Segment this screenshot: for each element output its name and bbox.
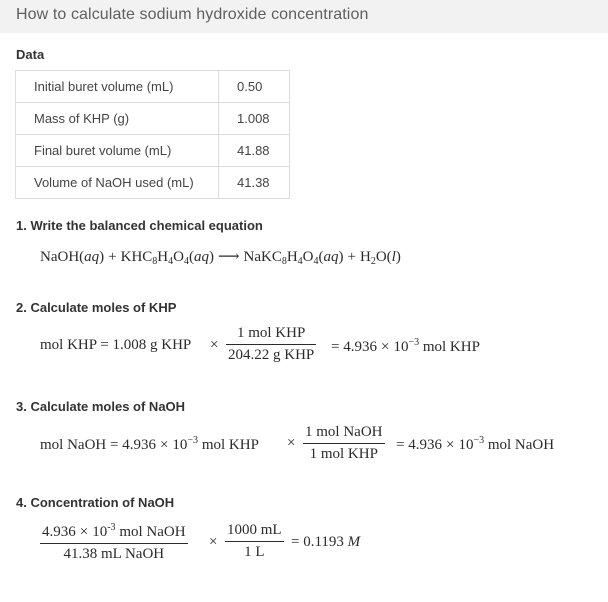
concentration-fraction-1 (40, 522, 188, 563)
eq-coefficient: 4.936 (42, 524, 76, 540)
table-row (16, 167, 290, 199)
eq-exponent: -3 (107, 522, 116, 533)
page-title: How to calculate sodium hydroxide concentration (16, 6, 369, 23)
eq-text: NaKC (243, 249, 282, 265)
step-1-title: 1. Write the balanced chemical equation (16, 218, 263, 233)
eq-subscript: 2 (370, 256, 376, 267)
concentration-fraction-2 (225, 522, 284, 561)
fraction-numerator (40, 522, 188, 544)
eq-text: ) (208, 249, 214, 265)
khp-lhs: mol KHP = 1.008 g KHP (40, 337, 192, 353)
table-cell-value: 41.38 (219, 167, 290, 199)
times-sign: × (209, 534, 218, 550)
eq-text: O (173, 249, 184, 265)
eq-text: ) (99, 249, 105, 265)
eq-text: ( (188, 249, 194, 265)
times-sign: × (380, 339, 390, 355)
eq-text: ( (318, 249, 324, 265)
eq-unit: mol KHP (201, 437, 259, 453)
eq-subscript: 4 (297, 256, 303, 267)
table-cell-label: Initial buret volume (mL) (16, 71, 219, 103)
eq-text: H (157, 249, 169, 265)
result-unit: mol NaOH (487, 437, 555, 453)
result-value: 0.1193 (303, 534, 344, 550)
times-sign: × (445, 437, 455, 453)
result-coefficient: 4.936 (408, 437, 442, 453)
eq-unit: mol NaOH (119, 524, 186, 540)
eq-exponent: −3 (187, 435, 199, 446)
table-cell-label: Mass of KHP (g) (16, 103, 219, 135)
eq-base: 10 (172, 437, 188, 453)
data-section-label: Data (16, 47, 45, 62)
eq-text: O (302, 249, 314, 265)
eq-text: H (359, 249, 371, 265)
table-row (16, 103, 290, 135)
equals-sign: = (396, 437, 405, 453)
naoh-result (396, 435, 554, 454)
plus-sign: + (347, 249, 356, 265)
result-base: 10 (393, 339, 409, 355)
eq-text: ) (395, 249, 401, 265)
eq-state: l (391, 249, 396, 265)
naoh-ratio-fraction (303, 424, 385, 463)
table-cell-label: Volume of NaOH used (mL) (16, 167, 219, 199)
fraction-denominator: 1 L (244, 544, 265, 560)
eq-text: mol NaOH = 4.936 (40, 437, 156, 453)
fraction-denominator: 41.38 mL NaOH (63, 546, 165, 562)
eq-text: KHC (120, 249, 153, 265)
eq-subscript: 4 (168, 256, 174, 267)
equals-sign: = (291, 534, 300, 550)
times-sign: × (210, 337, 219, 353)
step-3-title: 3. Calculate moles of NaOH (16, 399, 186, 414)
result-base: 10 (458, 437, 474, 453)
eq-subscript: 8 (152, 256, 158, 267)
data-table (15, 70, 290, 199)
result-coefficient: 4.936 (343, 339, 377, 355)
result-unit: M (347, 534, 361, 550)
eq-text: NaOH( (40, 249, 85, 265)
naoh-lhs (40, 435, 259, 454)
fraction-denominator: 1 mol KHP (309, 446, 378, 462)
reaction-arrow: ⟶ (217, 249, 240, 265)
eq-base: 10 (92, 524, 108, 540)
concentration-result (291, 534, 360, 551)
fraction-numerator: 1 mol KHP (226, 325, 316, 345)
table-row (16, 135, 290, 167)
fraction-numerator: 1000 mL (225, 522, 284, 542)
result-exponent: −3 (473, 435, 485, 446)
eq-text: O( (375, 249, 392, 265)
times-sign: × (159, 437, 169, 453)
step-2-title: 2. Calculate moles of KHP (16, 300, 177, 315)
step-4-title: 4. Concentration of NaOH (16, 495, 175, 510)
table-cell-label: Final buret volume (mL) (16, 135, 219, 167)
result-exponent: −3 (408, 337, 420, 348)
equals-sign: = (331, 339, 340, 355)
result-unit: mol KHP (422, 339, 480, 355)
eq-text: ) (338, 249, 344, 265)
plus-sign: + (108, 249, 117, 265)
balanced-equation (40, 247, 401, 267)
page-header (0, 0, 608, 33)
eq-state: aq (84, 249, 100, 265)
eq-subscript: 8 (281, 256, 287, 267)
eq-state: aq (323, 249, 339, 265)
times-sign: × (287, 435, 296, 451)
fraction-numerator: 1 mol NaOH (303, 424, 385, 444)
eq-text: H (286, 249, 298, 265)
table-cell-value: 0.50 (219, 71, 290, 103)
khp-conversion-fraction (226, 325, 316, 364)
times-sign: × (79, 524, 89, 540)
table-cell-value: 41.88 (219, 135, 290, 167)
eq-subscript: 4 (183, 256, 189, 267)
eq-subscript: 4 (313, 256, 319, 267)
eq-state: aq (193, 249, 209, 265)
table-row (16, 71, 290, 103)
fraction-denominator: 204.22 g KHP (228, 347, 315, 363)
khp-result (331, 337, 480, 356)
table-cell-value: 1.008 (219, 103, 290, 135)
